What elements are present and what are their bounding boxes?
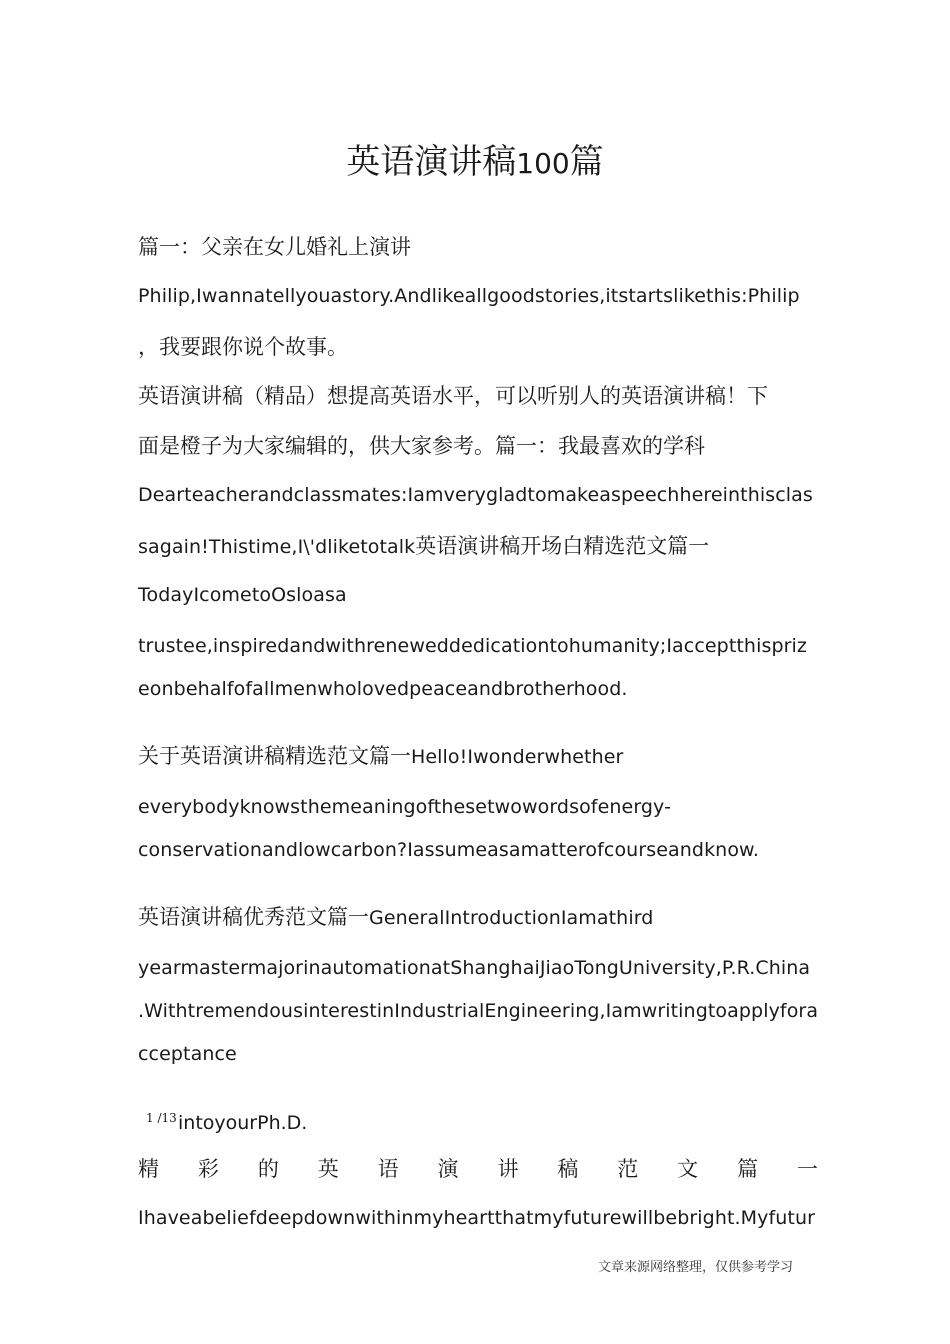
text-line: 关于英语演讲稿精选范文篇一Hello!Iwonderwhether xyxy=(138,744,624,768)
text-line: everybodyknowsthemeaningofthesetwowordsofenergy- xyxy=(138,796,672,818)
text-line: sagain!Thistime,I\'dliketotalk英语演讲稿开场白精选范文篇一 xyxy=(138,534,710,558)
text-line: .WithtremendousinterestinIndustrialEngineering,Iamwritingtoapplyfora xyxy=(138,1000,819,1022)
spread-char: 精 xyxy=(138,1157,159,1181)
spread-char: 语 xyxy=(377,1157,399,1181)
text-line: yearmastermajorinautomationatShanghaiJiaoTongUniversity,P.R.China xyxy=(138,957,811,979)
text-line: 英语演讲稿（精品）想提高英语水平，可以听别人的英语演讲稿！下 xyxy=(138,384,768,408)
title-number: 100 xyxy=(516,147,570,180)
spread-char: 演 xyxy=(437,1157,459,1181)
text-line: Dearteacherandclassmates:Iamverygladtomakeaspeechhereinthisclas xyxy=(138,484,813,506)
spread-char: 的 xyxy=(257,1157,279,1181)
text-line: 英语演讲稿优秀范文篇一GeneralIntroductionIamathird xyxy=(138,905,654,929)
spread-char: 文 xyxy=(677,1157,699,1181)
text-line: 篇一：父亲在女儿婚礼上演讲 xyxy=(138,235,411,259)
spread-char: 范 xyxy=(617,1157,639,1181)
title-text: 英语演讲稿 xyxy=(346,142,517,182)
text-line: cceptance xyxy=(138,1043,237,1065)
text-line: eonbehalfofallmenwholovedpeaceandbrotherhood. xyxy=(138,678,628,700)
text-line: TodayIcometoOsloasa xyxy=(138,584,347,606)
text-line: Philip,Iwannatellyouastory.Andlikeallgoodstories,itstartslikethis:Philip xyxy=(138,285,800,307)
justified-heading-line xyxy=(138,1153,818,1183)
spread-char: 英 xyxy=(317,1157,339,1181)
spread-char: 一 xyxy=(796,1157,818,1181)
text-line: trustee,inspiredandwithreneweddedicationtohumanity;Iacceptthispriz xyxy=(138,635,807,657)
text-line: intoyourPh.D. xyxy=(178,1112,308,1134)
spread-char: 讲 xyxy=(497,1157,519,1181)
spread-char: 稿 xyxy=(557,1157,579,1181)
text-line: conservationandlowcarbon?Iassumeasamatterofcourseandknow. xyxy=(138,839,760,861)
page-number: 1 /13 xyxy=(146,1111,177,1125)
text-line: ，我要跟你说个故事。 xyxy=(138,335,348,359)
footer-note: 文章来源网络整理，仅供参考学习 xyxy=(598,1260,794,1275)
title-suffix: 篇 xyxy=(569,142,604,182)
text-line: Ihaveabeliefdeepdownwithinmyheartthatmyfuturewillbebright.Myfutur xyxy=(138,1207,816,1229)
spread-char: 篇 xyxy=(737,1157,759,1181)
text-line: 面是橙子为大家编辑的，供大家参考。篇一：我最喜欢的学科 xyxy=(138,434,705,458)
document-title xyxy=(0,134,950,183)
spread-char: 彩 xyxy=(197,1157,219,1181)
